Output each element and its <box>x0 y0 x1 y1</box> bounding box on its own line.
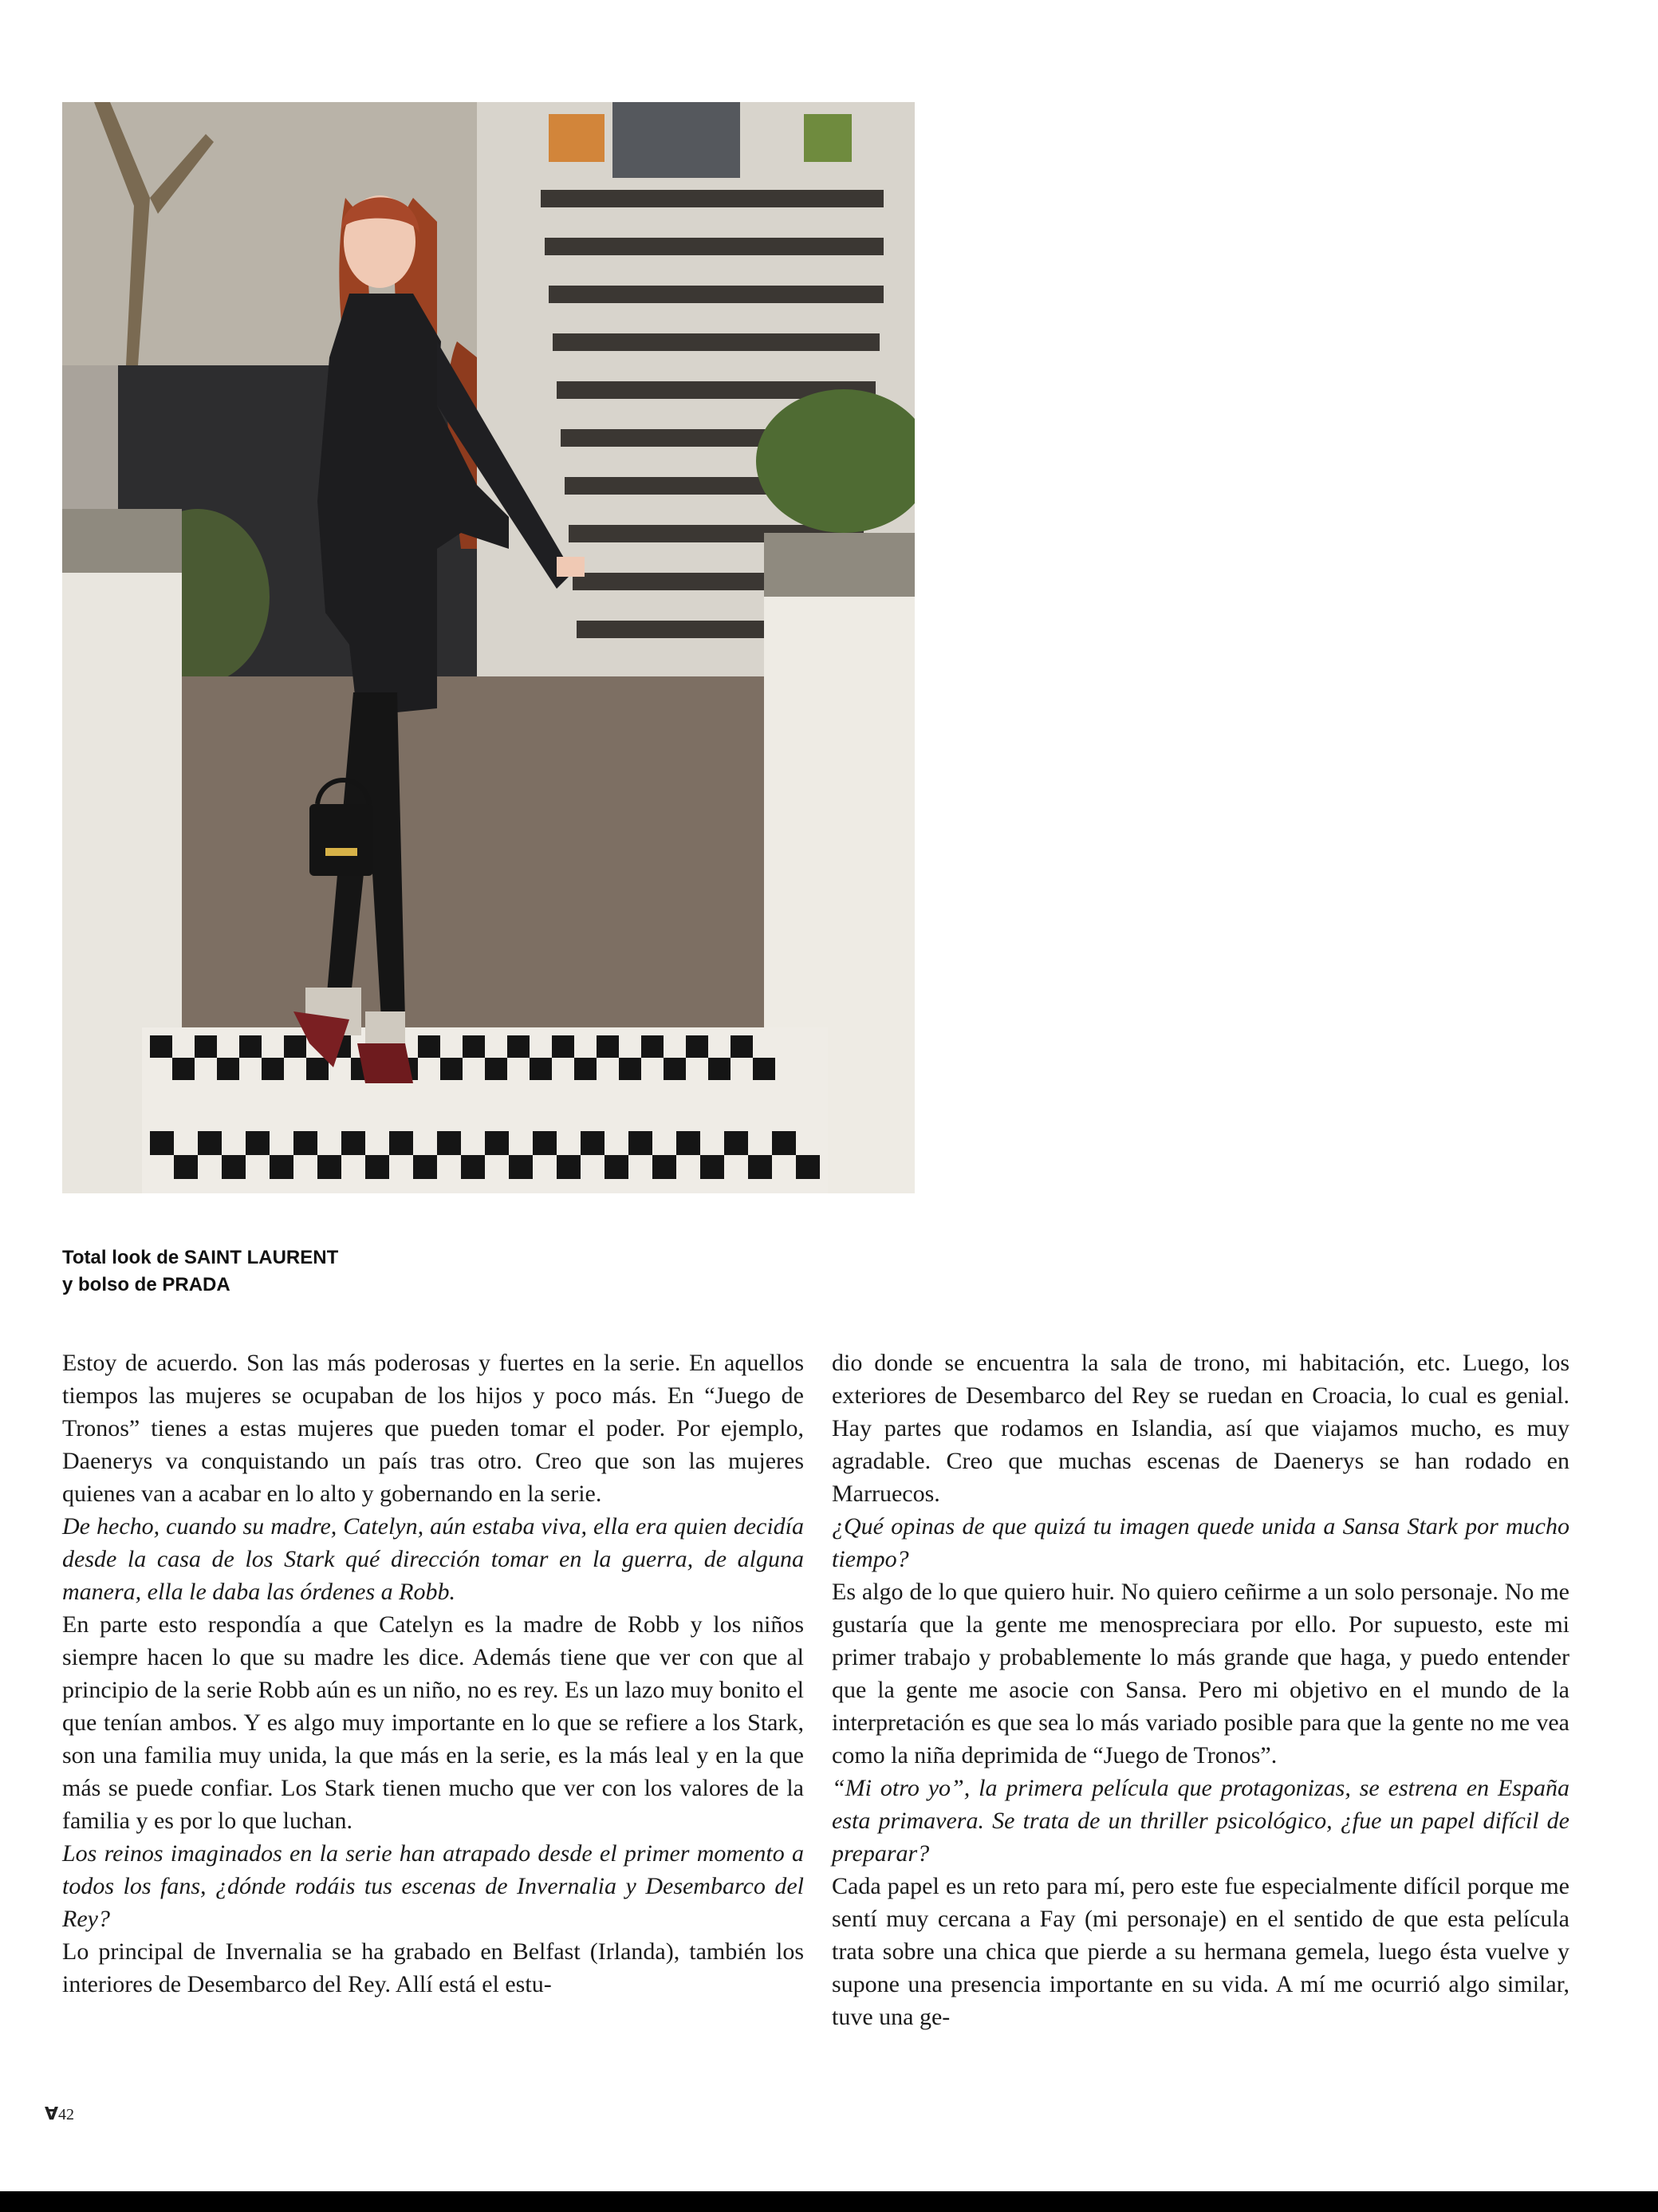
caption-brand-2: PRADA <box>162 1274 230 1295</box>
photo-caption <box>62 1244 620 1299</box>
answer-paragraph: dio donde se encuentra la sala de trono, mi habitación, etc. Luego, los exteriores de Desembarco del Rey se ruedan en Croacia, lo cual es genial. Hay partes que rodamos en Islandia, así que viajamos mucho, es muy agradable. Creo que muchas escenas de Daenerys se han rodado en Marruecos. <box>832 1350 1569 1507</box>
bottom-black-bar <box>0 2191 1658 2212</box>
question-paragraph: ¿Qué opinas de que quizá tu imagen quede unida a Sansa Stark por mucho tiempo? <box>832 1513 1569 1572</box>
page-number: 42 <box>58 2106 75 2123</box>
caption-line-2-prefix: y bolso de <box>62 1274 163 1295</box>
photo-illustration <box>62 102 915 1193</box>
caption-line-2 <box>62 1272 620 1299</box>
caption-brand-1: SAINT LAURENT <box>183 1247 339 1268</box>
caption-line-1 <box>62 1244 620 1272</box>
answer-paragraph: Lo principal de Invernalia se ha grabado en Belfast (Irlanda), también los interiores de Desembarco del Rey. Allí está el estu- <box>62 1938 804 1997</box>
answer-paragraph: Es algo de lo que quiero huir. No quiero ceñirme a un solo personaje. No me gustaría que la gente me menospreciara por ello. Por supuesto, este mi primer trabajo y probablemente lo más grande que haga, y puedo entender que la gente me asocie con Sansa. Pero mi objetivo en el mundo de la interpretación es que sea lo más variado posible para que la gente no me vea como la niña deprimida de “Juego de Tronos”. <box>832 1579 1569 1768</box>
answer-paragraph: Cada papel es un reto para mí, pero este fue especialmente difícil porque me sentí muy cercana a Fay (mi personaje) en el sentido de que esta película trata sobre una chica que pierde a su hermana gemela, luego ésta vuelve y supone una presencia importante en su vida. A mí me ocurrió algo similar, tuve una ge- <box>832 1873 1569 2030</box>
article-column-right <box>832 1347 1569 2033</box>
article-column-left <box>62 1347 804 2001</box>
question-paragraph: “Mi otro yo”, la primera película que protagonizas, se estrena en España esta primavera. Se trata de un thriller psicológico, ¿fue un papel difícil de preparar? <box>832 1775 1569 1867</box>
magazine-logo: ∀ <box>45 2104 59 2123</box>
question-paragraph: Los reinos imaginados en la serie han atrapado desde el primer momento a todos los fans, ¿dónde rodáis tus escenas de Invernalia y Desembarco del Rey? <box>62 1840 804 1932</box>
caption-line-1-prefix: Total look de <box>62 1247 184 1268</box>
page-folio <box>45 2104 74 2124</box>
question-paragraph: De hecho, cuando su madre, Catelyn, aún estaba viva, ella era quien decidía desde la casa de los Stark qué dirección tomar en la guerra, de alguna manera, ella le daba las órdenes a Robb. <box>62 1513 804 1605</box>
answer-paragraph: En parte esto respondía a que Catelyn es la madre de Robb y los niños siempre hacen lo que su madre les dice. Además tiene que ver con que al principio de la serie Robb aún es un niño, no es rey. Es un lazo muy bonito el que tenían ambos. Y es algo muy importante en lo que se refiere a los Stark, son una familia muy unida, la que más en la serie, es la más leal y en la que más se puede confiar. Los Stark tienen mucho que ver con los valores de la familia y es por lo que luchan. <box>62 1611 804 1834</box>
fashion-photo <box>62 102 915 1193</box>
answer-paragraph: Estoy de acuerdo. Son las más poderosas y fuertes en la serie. En aquellos tiempos las mujeres se ocupaban de los hijos y poco más. En “Juego de Tronos” tienes a estas mujeres que pueden tomar el poder. Por ejemplo, Daenerys va conquistando un país tras otro. Creo que son las mujeres quienes van a acabar en lo alto y gobernando en la serie. <box>62 1350 804 1507</box>
